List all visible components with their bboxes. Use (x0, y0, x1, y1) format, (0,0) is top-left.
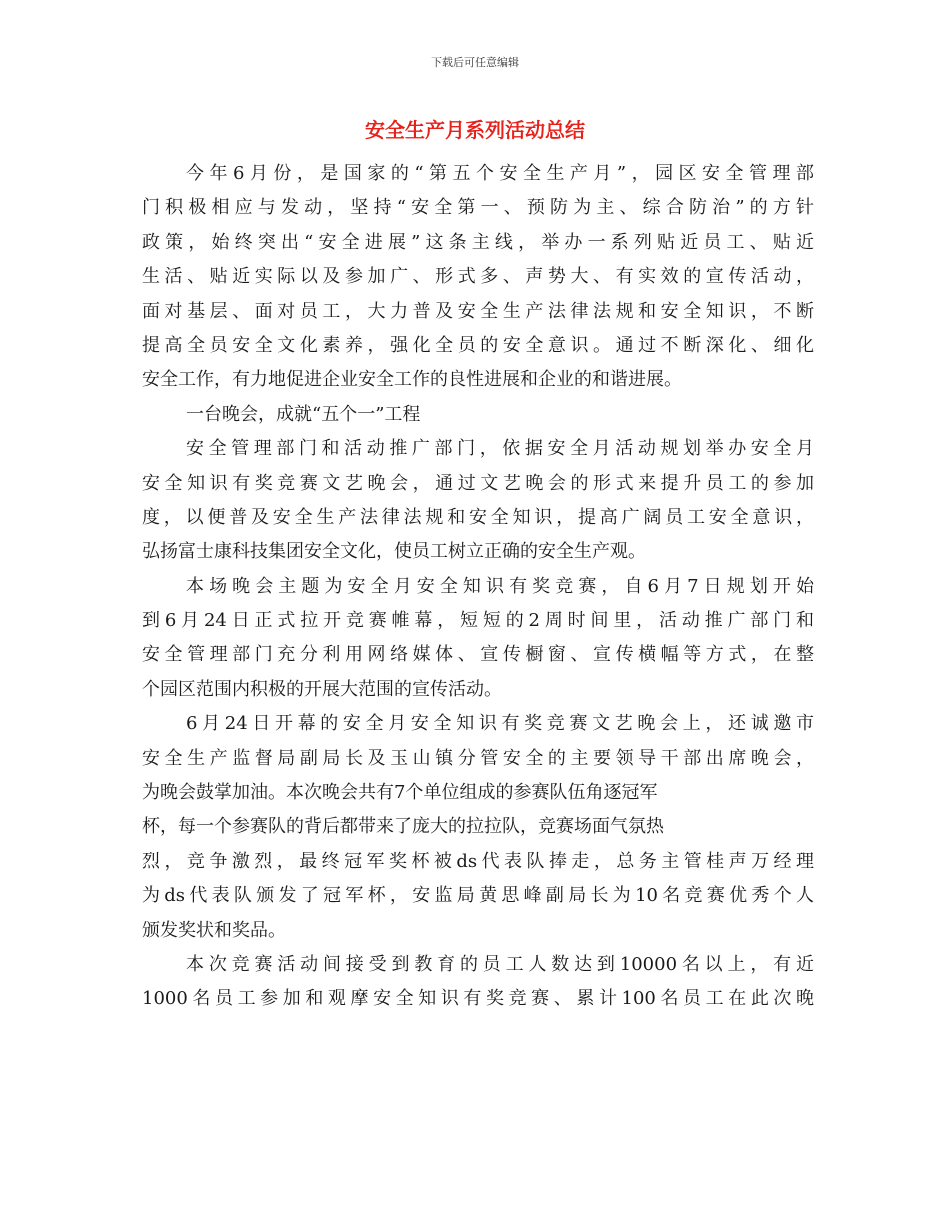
body-line: 安全管理部门充分利用网络媒体、宣传橱窗、宣传横幅等方式，在整 (142, 644, 814, 666)
body-line: 政策，始终突出“安全进展”这条主线，举办一系列贴近员工、贴近 (142, 231, 814, 253)
body-line: 今年6月份，是国家的“第五个安全生产月”，园区安全管理部 (186, 163, 814, 184)
body-line: 提高全员安全文化素养，强化全员的安全意识。通过不断深化、细化 (142, 334, 814, 356)
page-header: 下载后可任意编辑 (431, 56, 519, 69)
body-line: 度，以便普及安全生产法律法规和安全知识，提高广阔员工安全意识， (142, 506, 814, 528)
body-line: 6月24日开幕的安全月安全知识有奖竞赛文艺晚会上，还诚邀市 (186, 713, 814, 735)
body-line: 本场晚会主题为安全月安全知识有奖竞赛，自6月7日规划开始 (186, 575, 814, 597)
body-line: 面对基层、面对员工，大力普及安全生产法律法规和安全知识，不断 (142, 300, 814, 322)
body-line: 生活、贴近实际以及参加广、形式多、声势大、有实效的宣传活动， (142, 266, 814, 288)
document-title: 安全生产月系列活动总结 (365, 118, 585, 142)
body-line: 杯，每一个参赛队的背后都带来了庞大的拉拉队，竞赛场面气氛热 (142, 816, 664, 838)
body-line: 个园区范围内积极的开展大范围的宣传活动。 (142, 678, 502, 700)
body-line: 本次竞赛活动间接受到教育的员工人数达到10000名以上，有近 (186, 953, 814, 975)
body-line: 门积极相应与发动，坚持“安全第一、预防为主、综合防治”的方针 (142, 197, 814, 219)
section-heading: 一台晚会，成就“五个一”工程 (186, 403, 421, 425)
body-line: 为晚会鼓掌加油。本次晚会共有7个单位组成的参赛队伍角逐冠军 (142, 782, 658, 804)
body-line: 安全生产监督局副局长及玉山镇分管安全的主要领导干部出席晚会， (142, 747, 814, 769)
body-line: 1000名员工参加和观摩安全知识有奖竞赛、累计100名员工在此次晚 (142, 988, 814, 1010)
body-line: 安全管理部门和活动推广部门，依据安全月活动规划举办安全月 (186, 438, 814, 460)
body-line: 安全工作，有力地促进企业安全工作的良性进展和企业的和谐进展。 (142, 369, 682, 391)
body-line: 颁发奖状和奖品。 (142, 919, 286, 941)
body-line: 安全知识有奖竞赛文艺晚会，通过文艺晚会的形式来提升员工的参加 (142, 472, 814, 494)
body-line: 到6月24日正式拉开竞赛帷幕，短短的2周时间里，活动推广部门和 (142, 610, 814, 632)
document-body (142, 157, 814, 1017)
body-line: 为ds代表队颁发了冠军杯，安监局黄思峰副局长为10名竞赛优秀个人 (142, 885, 814, 907)
body-line: 烈，竞争激烈，最终冠军奖杯被ds代表队捧走，总务主管桂声万经理 (142, 850, 814, 872)
body-line: 弘扬富士康科技集团安全文化，使员工树立正确的安全生产观。 (142, 541, 646, 563)
